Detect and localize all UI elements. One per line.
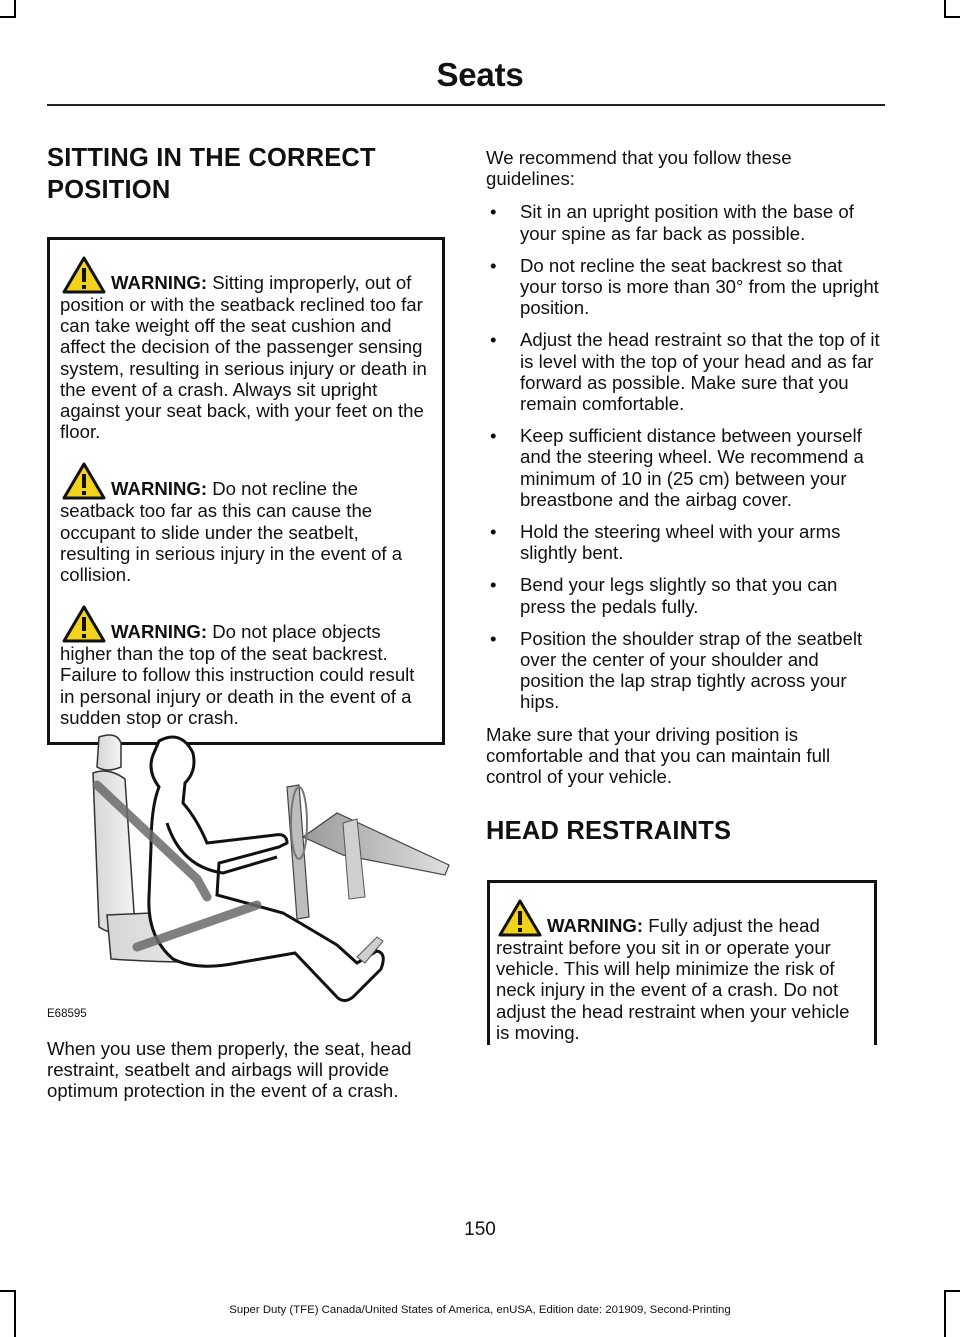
- list-item: [486, 521, 882, 563]
- warning-label: WARNING:: [547, 915, 644, 936]
- bullet: •: [490, 254, 497, 276]
- list-item: [486, 574, 882, 616]
- section-title-line2: POSITION: [47, 176, 171, 204]
- bullet: •: [490, 627, 497, 649]
- figure-code: E68595: [47, 1008, 87, 1020]
- warning-text: Fully adjust the head restraint before you sit in or operate your vehicle. This will help minimize the risk of neck injury in the event of a crash. Do not adjust the head restraint when your vehicle is moving.: [496, 915, 850, 1043]
- seated-driver-illustration: [47, 727, 452, 1020]
- warning-triangle-icon: [498, 899, 542, 937]
- page-header-title: Seats: [436, 56, 524, 93]
- guidelines-outro: Make sure that your driving position is comfortable and that you can maintain full control of your vehicle.: [486, 723, 831, 788]
- warning-label: WARNING:: [111, 478, 208, 500]
- section-title-sitting: [47, 142, 445, 206]
- list-item-text: Sit in an upright position with the base of your spine as far back as possible.: [520, 201, 854, 244]
- warning-box: [487, 880, 877, 1045]
- bullet: •: [490, 425, 497, 447]
- list-item: [486, 425, 882, 510]
- warning-triangle-icon: [62, 256, 106, 294]
- section-title-line1: SITTING IN THE CORRECT: [47, 144, 376, 172]
- guidelines-list: [486, 201, 882, 712]
- bullet: •: [490, 574, 497, 596]
- seating-position-figure: [47, 727, 452, 1020]
- warning-text: Do not recline the seatback too far as this can cause the occupant to slide under the seatbelt, resulting in serious injury in the event of a collision.: [60, 478, 403, 586]
- list-item-text: Hold the steering wheel with your arms slightly bent.: [520, 521, 841, 564]
- warning-item: [496, 899, 868, 1043]
- list-item-text: Adjust the head restraint so that the top of it is level with the top of your head and as far forward as possible. Make sure that you remain comfortable.: [520, 329, 880, 415]
- warning-box: [47, 237, 445, 745]
- warning-triangle-icon: [62, 462, 106, 500]
- warning-label: WARNING:: [111, 621, 208, 643]
- page-number: 150: [464, 1219, 496, 1240]
- crop-mark: [0, 16, 16, 18]
- warning-text: Sitting improperly, out of position or with the seatback reclined too far can take weight off the seat cushion and affect the decision of the passenger sensing system, resulting in serious injury or death in the event of a crash. Always sit upright against your seat back, with your feet on the floor.: [60, 272, 427, 443]
- bullet: •: [490, 201, 497, 223]
- warning-item: [60, 256, 432, 442]
- bullet: •: [490, 521, 497, 543]
- left-column: [47, 142, 445, 745]
- list-item-text: Position the shoulder strap of the seatbelt over the center of your shoulder and position the lap strap tightly across your hips.: [520, 627, 863, 713]
- list-item-text: Bend your legs slightly so that you can press the pedals fully.: [520, 574, 838, 617]
- crop-mark: [944, 1290, 960, 1292]
- warning-item: [60, 462, 432, 585]
- page-footer: Super Duty (TFE) Canada/United States of America, enUSA, Edition date: 201909, Second-Printing: [229, 1304, 731, 1316]
- header-divider: [47, 104, 885, 106]
- warning-triangle-icon: [62, 605, 106, 643]
- right-column: [486, 147, 882, 847]
- list-item: [486, 255, 882, 319]
- figure-caption-paragraph: When you use them properly, the seat, head restraint, seatbelt and airbags will provide optimum protection in the event of a crash.: [47, 1038, 412, 1102]
- list-item-text: Keep sufficient distance between yourself and the steering wheel. We recommend a minimum of 10 in (25 cm) between your breastbone and the airbag cover.: [520, 425, 864, 510]
- crop-mark: [0, 1290, 16, 1292]
- list-item-text: Do not recline the seat backrest so that your torso is more than 30° from the upright position.: [520, 254, 879, 319]
- list-item: [486, 201, 882, 243]
- bullet: •: [490, 329, 497, 351]
- crop-mark: [944, 16, 960, 18]
- list-item: [486, 628, 882, 713]
- warning-text: Do not place objects higher than the top of the seat backrest. Failure to follow this instruction could result in personal injury or death in the event of a sudden stop or crash.: [60, 621, 415, 728]
- warning-label: WARNING:: [111, 272, 208, 293]
- list-item: [486, 329, 882, 414]
- guidelines-intro: We recommend that you follow these guidelines:: [486, 147, 792, 190]
- section-title-head-restraints: HEAD RESTRAINTS: [486, 817, 732, 846]
- warning-item: [60, 605, 432, 728]
